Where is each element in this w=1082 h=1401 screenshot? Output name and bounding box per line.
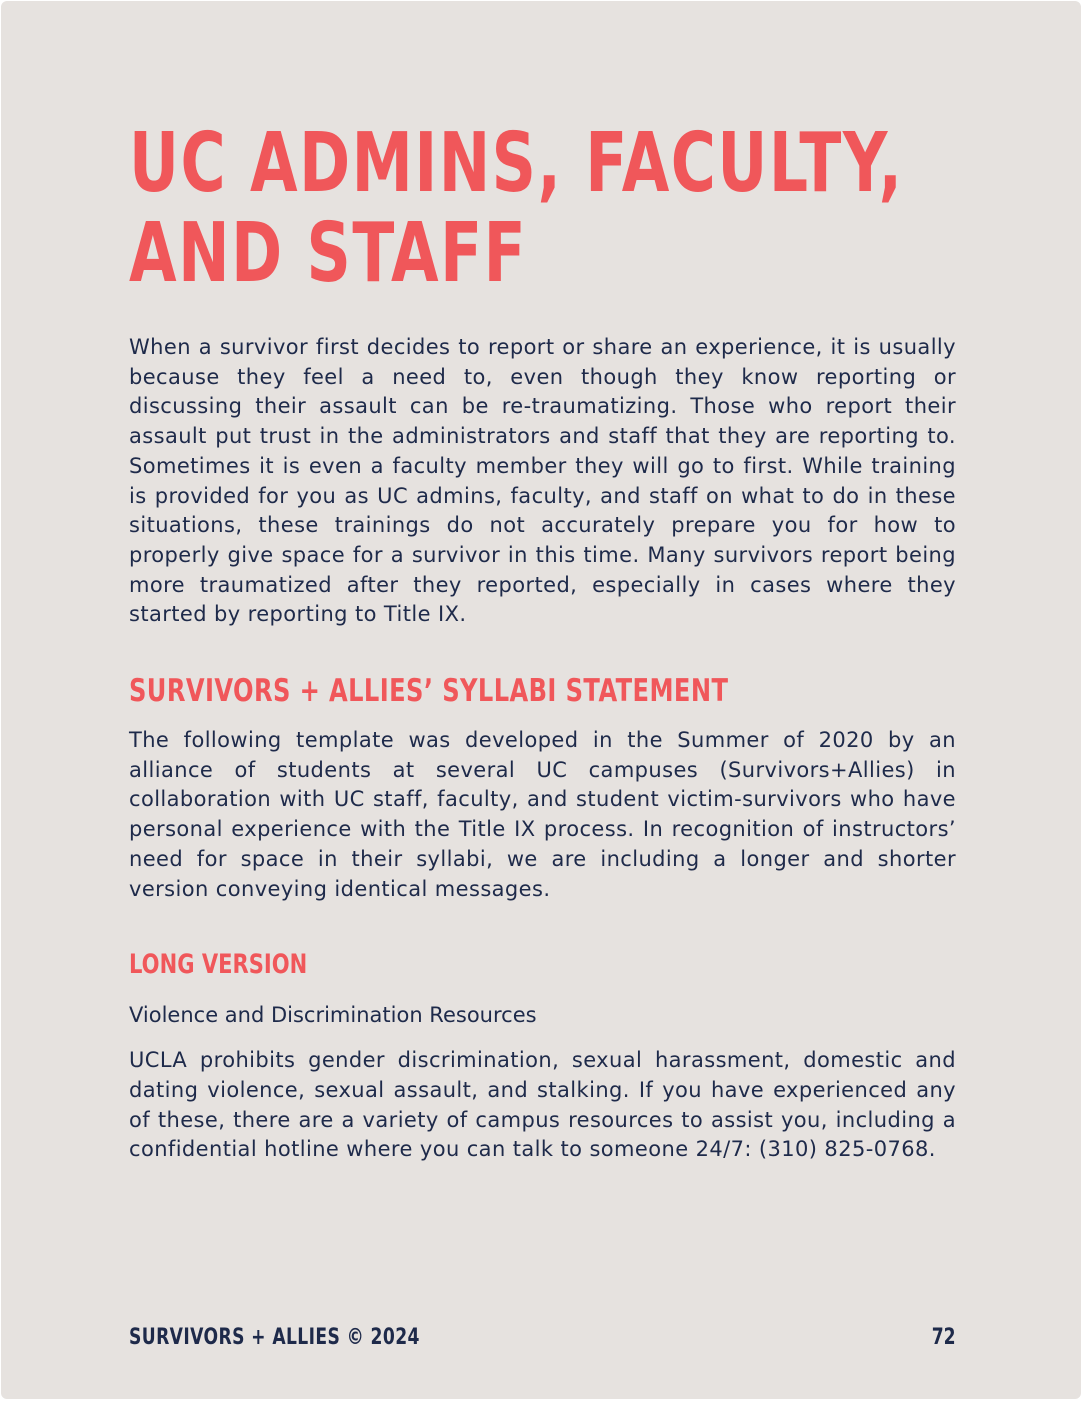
- page-title: UC ADMINS, FACULTY, AND STAFF: [129, 119, 904, 301]
- syllabi-section-heading: SURVIVORS + ALLIES’ SYLLABI STATEMENT: [129, 673, 729, 710]
- document-page: [1, 1, 1081, 1399]
- long-version-heading: LONG VERSION: [129, 949, 308, 981]
- footer-copyright: SURVIVORS + ALLIES © 2024: [129, 1325, 420, 1350]
- syllabi-section-paragraph: The following template was developed in the Summer of 2020 by an alliance of students at several UC campuses (Survivors+Allies) in collaboration with UC staff, faculty, and student victim-survivors who have personal experience with the Title IX process. In recognition of instructors’ need for space in their syllabi, we are including a longer and shorter version conveying identical messages.: [129, 728, 956, 901]
- page-footer: [129, 1323, 956, 1355]
- page-content: [129, 119, 956, 1165]
- title-block: [129, 119, 956, 309]
- long-version-header: [129, 948, 956, 988]
- long-version-paragraph: UCLA prohibits gender discrimination, sexual harassment, domestic and dating violence, sexual assault, and stalking. If you have experienced any of these, there are a variety of campus resources to assist you, including a confidential hotline where you can talk to someone 24/7: (310) 825-0768.: [129, 1048, 956, 1162]
- syllabi-section-header: [129, 672, 956, 712]
- resource-title: Violence and Discrimination Resources: [129, 1003, 537, 1028]
- intro-paragraph: When a survivor first decides to report or share an experience, it is usually because they feel a need to, even though they know reporting or discussing their assault can be re-traumatizing. Those who report their assault put trust in the administrators and staff that they are reporting to. Sometimes it is even a faculty member they will go to first. While training is provided for you as UC admins, faculty, and staff on what to do in these situations, these trainings do not accurately prepare you for how to properly give space for a survivor in this time. Many survivors report being more traumatized after they reported, especially in cases where they started by reporting to Title IX.: [129, 335, 956, 627]
- page-number: 72: [932, 1325, 956, 1350]
